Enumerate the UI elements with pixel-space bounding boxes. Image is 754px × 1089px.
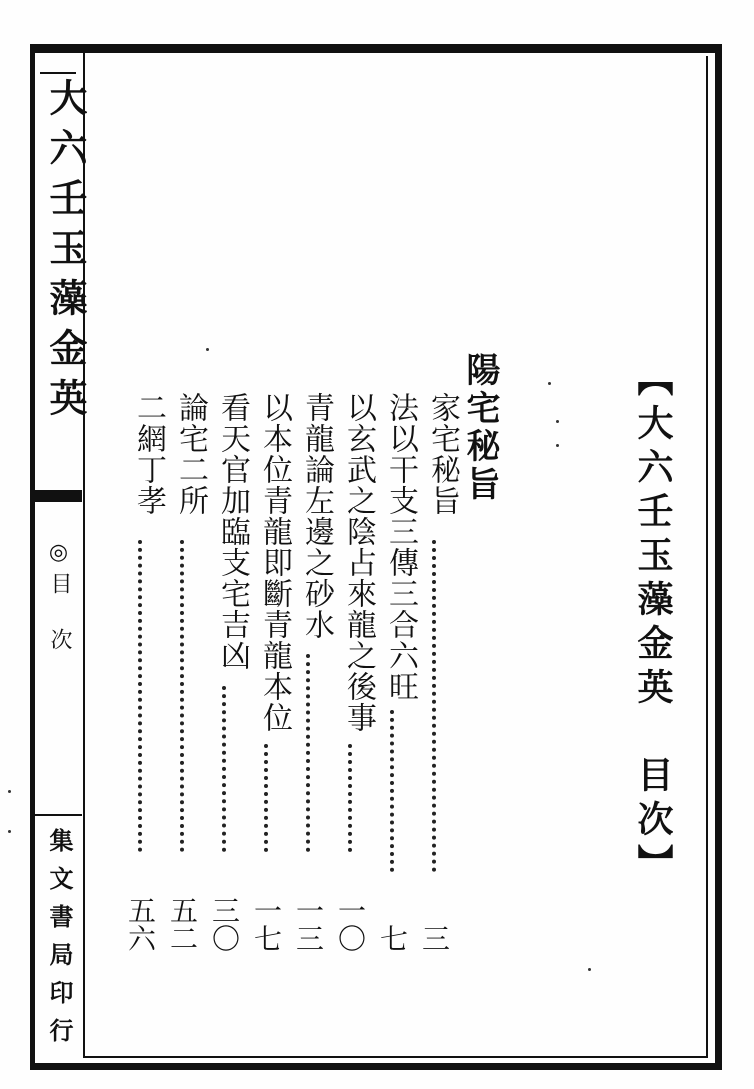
toc-entry-leader — [348, 744, 352, 852]
scan-speck — [8, 790, 11, 793]
frame-right-border — [715, 44, 722, 1070]
toc-entry-leader — [222, 686, 226, 852]
toc-entry-page: 一〇 — [334, 896, 367, 952]
toc-entry-leader — [264, 744, 268, 852]
spine-divider-bar — [34, 490, 82, 502]
scan-speck — [556, 420, 559, 423]
toc-entry-page: 三 — [418, 924, 451, 952]
toc-entry-title: 二網丁孝 — [131, 392, 166, 516]
toc-entry-leader — [180, 540, 184, 852]
toc-entry-title: 看天官加臨支宅吉凶 — [215, 392, 250, 671]
spine-divider-rule — [34, 814, 82, 816]
scan-speck — [8, 830, 11, 833]
toc-entry-title: 論宅二所 — [173, 392, 208, 516]
toc-entry-page: 五二 — [166, 896, 199, 952]
toc-entry[interactable] — [332, 392, 376, 952]
scan-speck — [588, 968, 591, 971]
toc-entry-leader — [306, 654, 310, 852]
inner-bottom-rule — [84, 1056, 708, 1058]
toc-entry-page: 一三 — [292, 896, 325, 952]
toc-entry[interactable] — [164, 392, 208, 952]
toc-entry[interactable] — [416, 392, 460, 952]
toc-entry[interactable] — [374, 392, 418, 952]
toc-entry-title: 家宅秘旨 — [425, 392, 460, 516]
frame-bottom-border — [30, 1063, 722, 1070]
toc-entry[interactable] — [122, 392, 166, 952]
toc-entry-title: 以玄武之陰占來龍之後事 — [341, 392, 376, 733]
inner-right-rule — [706, 56, 708, 1058]
toc-entry-leader — [432, 540, 436, 872]
toc-entry[interactable] — [206, 392, 250, 952]
toc-entry-page: 一七 — [250, 896, 283, 952]
toc-entry-title: 以本位青龍即斷青龍本位 — [257, 392, 292, 733]
frame-top-border — [30, 44, 720, 53]
toc-entry-leader — [390, 710, 394, 872]
spine-top-rule — [40, 72, 76, 74]
scan-speck — [548, 382, 551, 385]
toc-entry-title: 法以干支三傳三合六旺 — [383, 392, 418, 702]
spine-book-title: 大六壬玉藻金英 — [43, 78, 88, 428]
section-title: 陽宅秘旨 — [460, 352, 500, 504]
toc-entry-page: 七 — [376, 924, 409, 952]
toc-entry[interactable] — [290, 392, 334, 952]
spine-publisher: 集文書局印行 — [45, 828, 74, 1056]
toc-entry-leader — [138, 540, 142, 852]
toc-entry-page: 三〇 — [208, 896, 241, 952]
scan-speck — [206, 348, 209, 351]
bullseye-icon: ◎ — [46, 540, 71, 565]
frame-left-border — [30, 44, 35, 1070]
scan-speck — [556, 444, 559, 447]
toc-entry-title: 青龍論左邊之砂水 — [299, 392, 334, 640]
toc-entry-page: 五六 — [124, 896, 157, 952]
toc-entry[interactable] — [248, 392, 292, 952]
spine-toc-label: 目次 — [47, 572, 72, 684]
page-title: 【大六壬玉藻金英 目次】 — [632, 360, 674, 888]
